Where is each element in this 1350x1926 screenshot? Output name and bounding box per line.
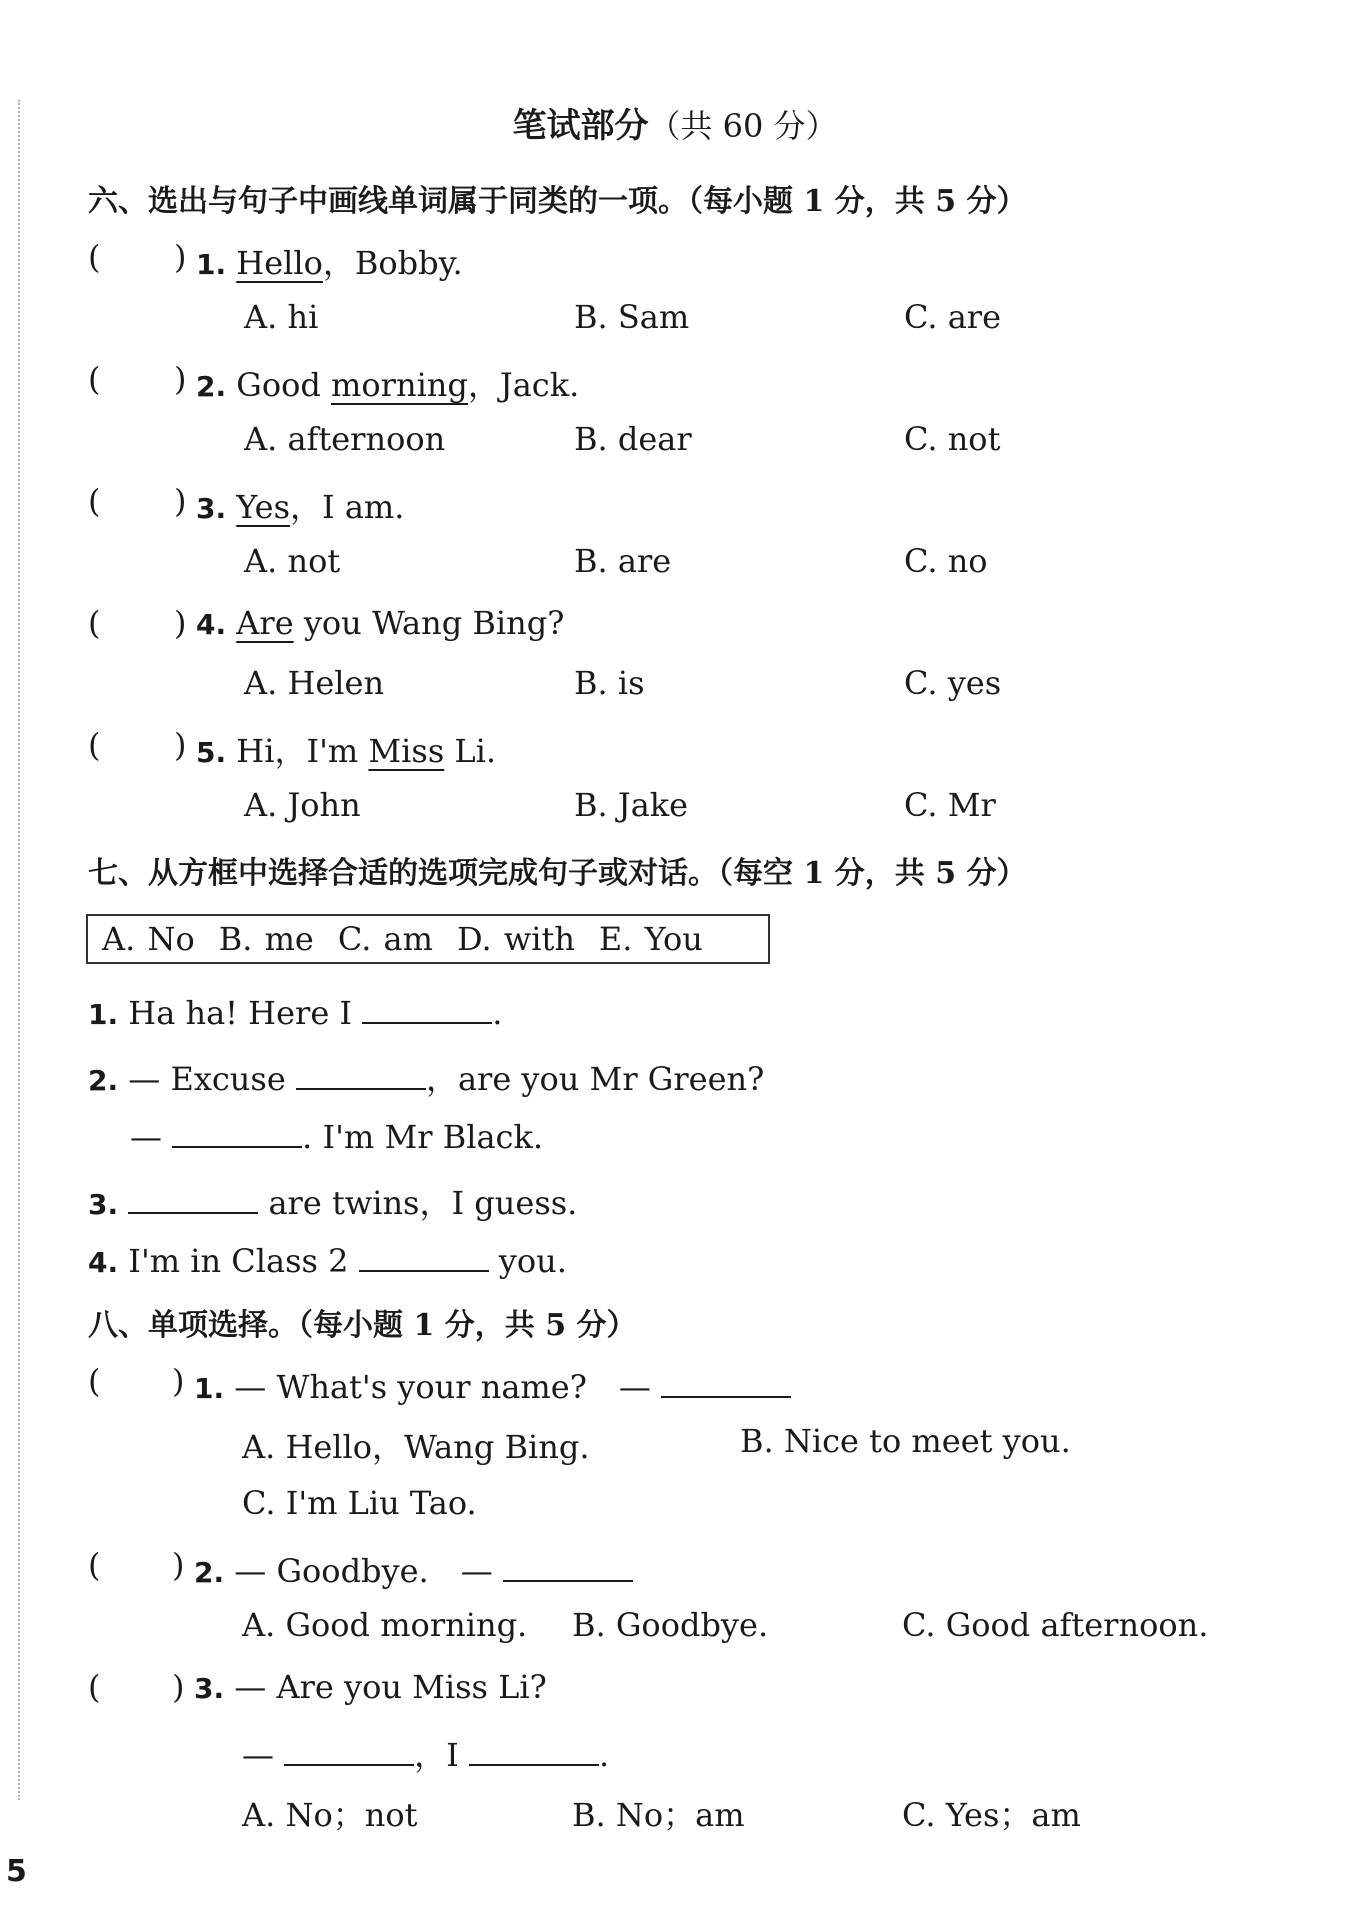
answer-paren-close: )	[172, 1668, 185, 1706]
question-6-1: 1. Hello，Bobby.	[196, 244, 463, 282]
option-a: A. Helen	[244, 664, 385, 702]
option-b: B. Jake	[574, 786, 689, 824]
fill-blank[interactable]	[469, 1734, 599, 1766]
option-a: A. not	[244, 542, 341, 580]
question-7-1: 1. Ha ha! Here I .	[88, 994, 503, 1032]
title-sub: （共 60 分）	[648, 107, 838, 145]
answer-paren: (	[88, 604, 101, 642]
option-c: C. no	[904, 542, 988, 580]
page-number: 5	[6, 1854, 27, 1889]
option-b: B. Goodbye.	[572, 1606, 769, 1644]
answer-paren: (	[88, 1546, 101, 1584]
option-a: A. hi	[244, 298, 319, 336]
option-c: C. not	[904, 420, 1001, 458]
answer-paren-close: )	[172, 1546, 185, 1584]
underlined-word: morning	[331, 366, 468, 404]
question-7-4: 4. I'm in Class 2 you.	[88, 1242, 567, 1280]
option-c: C. yes	[904, 664, 1002, 702]
question-8-3-reply: — ，I .	[242, 1736, 610, 1774]
question-8-3: 3. — Are you Miss Li?	[194, 1668, 547, 1706]
word-bank-item: E. You	[598, 920, 703, 958]
option-b: B. Nice to meet you.	[740, 1422, 1071, 1460]
underlined-word: Are	[236, 604, 294, 642]
word-bank-item: C. am	[337, 920, 433, 958]
option-c: C. I'm Liu Tao.	[242, 1484, 477, 1522]
answer-paren-close: )	[174, 726, 187, 764]
answer-paren-close: )	[172, 1362, 185, 1400]
word-bank-item: D. with	[456, 920, 575, 958]
answer-paren: (	[88, 360, 101, 398]
answer-paren: (	[88, 238, 101, 276]
option-a: A. Hello，Wang Bing.	[242, 1428, 590, 1466]
answer-paren-close: )	[174, 360, 187, 398]
question-7-3: 3. are twins，I guess.	[88, 1184, 578, 1222]
question-6-3: 3. Yes，I am.	[196, 488, 405, 526]
word-bank-item: B. me	[218, 920, 314, 958]
option-b: B. dear	[574, 420, 692, 458]
fill-blank[interactable]	[172, 1116, 302, 1148]
section-8-heading: 八、单项选择。（每小题 1 分，共 5 分）	[88, 1308, 637, 1343]
question-8-1: 1. — What's your name? —	[194, 1362, 791, 1408]
option-a: A. Good morning.	[242, 1606, 528, 1644]
option-a: A. afternoon	[244, 420, 446, 458]
option-c: C. are	[904, 298, 1001, 336]
fill-blank[interactable]	[362, 992, 492, 1024]
option-c: C. Yes；am	[902, 1796, 1081, 1834]
word-bank-box	[86, 914, 770, 964]
fill-blank[interactable]	[128, 1182, 258, 1214]
answer-paren: (	[88, 726, 101, 764]
answer-paren-close: )	[174, 238, 187, 276]
section-7-heading: 七、从方框中选择合适的选项完成句子或对话。（每空 1 分，共 5 分）	[88, 856, 1027, 891]
option-b: B. No；am	[572, 1796, 745, 1834]
question-7-2: 2. — Excuse ，are you Mr Green?	[88, 1060, 765, 1098]
option-a: A. John	[244, 786, 361, 824]
page-title	[0, 98, 1350, 147]
answer-paren: (	[88, 482, 101, 520]
question-6-4: 4. Are you Wang Bing?	[196, 604, 565, 642]
word-bank-item: A. No	[102, 920, 195, 958]
binding-margin-line	[18, 100, 20, 1800]
option-c: C. Mr	[904, 786, 996, 824]
fill-blank[interactable]	[284, 1734, 414, 1766]
fill-blank[interactable]	[359, 1240, 489, 1272]
option-b: B. Sam	[574, 298, 690, 336]
answer-paren-close: )	[174, 604, 187, 642]
question-7-2-reply: — . I'm Mr Black.	[130, 1118, 544, 1156]
fill-blank[interactable]	[503, 1550, 633, 1582]
question-6-2: 2. Good morning，Jack.	[196, 366, 580, 404]
option-c: C. Good afternoon.	[902, 1606, 1209, 1644]
question-6-5: 5. Hi，I'm Miss Li.	[196, 732, 497, 770]
title-main: 笔试部分	[512, 106, 649, 146]
option-b: B. is	[574, 664, 645, 702]
answer-paren: (	[88, 1668, 101, 1706]
fill-blank[interactable]	[661, 1366, 791, 1398]
underlined-word: Yes	[236, 488, 290, 526]
fill-blank[interactable]	[296, 1058, 426, 1090]
option-a: A. No；not	[242, 1796, 418, 1834]
underlined-word: Miss	[368, 732, 445, 770]
answer-paren: (	[88, 1362, 101, 1400]
question-8-2: 2. — Goodbye. —	[194, 1546, 633, 1592]
option-b: B. are	[574, 542, 672, 580]
underlined-word: Hello	[236, 244, 323, 282]
answer-paren-close: )	[174, 482, 187, 520]
section-6-heading: 六、选出与句子中画线单词属于同类的一项。（每小题 1 分，共 5 分）	[88, 184, 1027, 219]
